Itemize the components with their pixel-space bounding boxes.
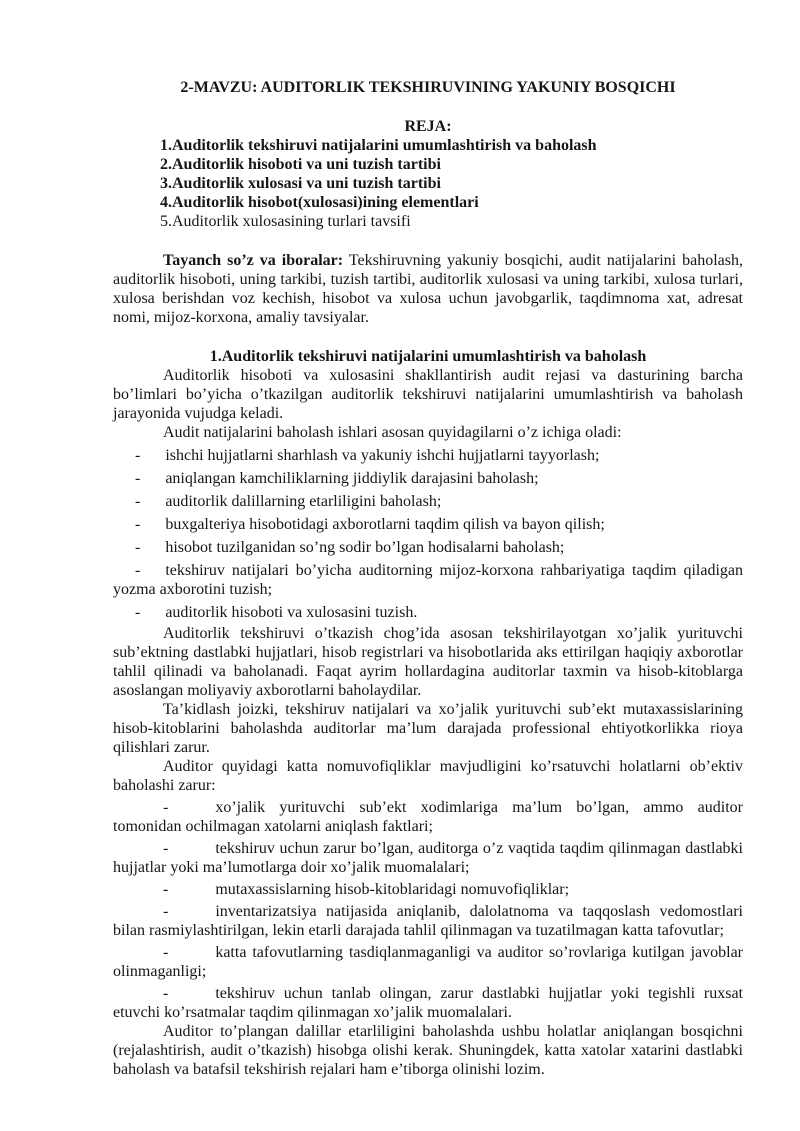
- bullet-dash: -: [135, 604, 141, 621]
- list-item: [113, 839, 743, 877]
- section1-paragraph-2: Audit natijalarini baholash ishlari asosan quyidagilarni o’z ichiga oladi:: [163, 424, 622, 441]
- bullet-dash: -: [135, 516, 141, 533]
- list-item-text: ishchi hujjatlarni sharhlash va yakuniy ishchi hujjatlarni tayyorlash;: [165, 447, 600, 464]
- list-item-text: tekshiruv uchun tanlab olingan, zarur dastlabki hujjatlar yoki tegishli ruxsat etuvchi ko’rsatmalar taqdim qilinmagan xo’jalik muomalalari.: [113, 985, 743, 1021]
- bullet-dash: -: [135, 493, 141, 510]
- list-item: [113, 515, 743, 534]
- section1-paragraph-1: Auditorlik hisoboti va xulosasini shakllantirish audit rejasi va dasturining barcha bo’limlari bo’yicha o’tkazilgan auditorlik tekshiruvi natijalarini umumlashtirish va baholash jarayonida vujudga keladi.: [113, 367, 743, 422]
- list-item-text: katta tafovutlarning tasdiqlanmaganligi va auditor so’rovlariga kutilgan javoblar olinmaganligi;: [113, 944, 743, 980]
- list-item-text: hisobot tuzilganidan so’ng sodir bo’lgan hodisalarni baholash;: [165, 539, 565, 556]
- list-item: [113, 798, 743, 836]
- plan-item-4: 4.Auditorlik hisobot(xulosasi)ining elementlari: [160, 194, 479, 211]
- list-item-text: aniqlangan kamchiliklarning jiddiylik darajasini baholash;: [165, 470, 539, 487]
- list-item-text: inventarizatsiya natijasida aniqlanib, dalolatnoma va taqqoslash vedomostlari bilan rasmiylashtirilgan, lekin etarli darajada tahlil qilinmagan va tuzatilmagan katta tafovutlar;: [113, 903, 743, 939]
- nonconformity-list: [113, 798, 743, 1022]
- bullet-dash: -: [163, 881, 169, 898]
- list-item-text: auditorlik dalillarning etarliligini baholash;: [165, 493, 442, 510]
- plan-list: [113, 136, 743, 231]
- plan-heading: REJA:: [404, 118, 452, 135]
- bullet-dash: -: [135, 447, 141, 464]
- bullet-dash: -: [163, 944, 169, 961]
- audit-tasks-list: [113, 446, 743, 622]
- keywords-paragraph: [113, 251, 743, 327]
- list-item: [113, 902, 743, 940]
- bullet-dash: -: [163, 903, 169, 920]
- bullet-dash: -: [163, 840, 169, 857]
- bullet-dash: -: [163, 985, 169, 1002]
- plan-item-3: 3.Auditorlik xulosasi va uni tuzish tartibi: [160, 175, 441, 192]
- list-item: [113, 561, 743, 599]
- bullet-dash: -: [135, 470, 141, 487]
- list-item-text: auditorlik hisoboti va xulosasini tuzish.: [165, 604, 418, 621]
- list-item-text: buxgalteriya hisobotidagi axborotlarni taqdim qilish va bayon qilish;: [165, 516, 605, 533]
- keywords-label: Tayanch so’z va iboralar:: [163, 252, 344, 269]
- list-item-text: mutaxassislarning hisob-kitoblaridagi nomuvofiqliklar;: [215, 881, 570, 898]
- bullet-dash: -: [135, 562, 141, 579]
- list-item: [113, 943, 743, 981]
- section1-paragraph-5: Auditor quyidagi katta nomuvofiqliklar mavjudligini ko’rsatuvchi holatlarni ob’ektiv baholashi zarur:: [113, 758, 743, 794]
- list-item-text: xo’jalik yurituvchi sub’ekt xodimlariga ma’lum bo’lgan, ammo auditor tomonidan ochilmagan xatolarni aniqlash faktlari;: [113, 799, 743, 835]
- section1-paragraph-6: Auditor to’plangan dalillar etarliligini baholashda ushbu holatlar aniqlangan bosqichni (rejalashtirish, audit o’tkazish) hisobga olishi kerak. Shuningdek, katta xatolar xatarini dastlabki baholash va batafsil tekshirish rejalari ham e’tiborga olinishi lozim.: [113, 1023, 743, 1078]
- section1-paragraph-3: Auditorlik tekshiruvi o’tkazish chog’ida asosan tekshirilayotgan xo’jalik yurituvchi sub’ektning dastlabki hujjatlari, hisob registrlari va hisobotlarida aks ettirilgan haqiqiy axborotlar tahlil qilinadi va baholanadi. Faqat ayrim hollardagina auditorlar taxmin va hisob-kitoblarga asoslangan moliyaviy axborotlarni baholaydilar.: [113, 625, 743, 699]
- list-item: [113, 880, 743, 899]
- list-item: [113, 984, 743, 1022]
- section1-heading: 1.Auditorlik tekshiruvi natijalarini umumlashtirish va baholash: [209, 348, 647, 365]
- list-item: [113, 603, 743, 622]
- bullet-dash: -: [163, 799, 169, 816]
- list-item: [113, 538, 743, 557]
- plan-item-2: 2.Auditorlik hisoboti va uni tuzish tartibi: [160, 156, 441, 173]
- list-item: [113, 469, 743, 488]
- document-title: 2-MAVZU: AUDITORLIK TEKSHIRUVINING YAKUNIY BOSQICHI: [180, 79, 676, 96]
- list-item: [113, 446, 743, 465]
- list-item: [113, 492, 743, 511]
- list-item-text: tekshiruv natijalari bo’yicha auditorning mijoz-korxona rahbariyatiga taqdim qiladigan yozma axborotini tuzish;: [113, 562, 743, 598]
- section1-paragraph-4: Ta’kidlash joizki, tekshiruv natijalari va xo’jalik yurituvchi sub’ekt mutaxassislarining hisob-kitoblarini baholashda auditorlar ma’lum darajada professional ehtiyotkorlikka rioya qilishlari zarur.: [113, 701, 743, 756]
- plan-item-5: 5.Auditorlik xulosasining turlari tavsifi: [160, 213, 411, 230]
- keywords-text: Tekshiruvning yakuniy bosqichi, audit natijalarini baholash, auditorlik hisoboti, uning tarkibi, tuzish tartibi, auditorlik xulosasi va uning tarkibi, xulosa turlari, xulosa berishdan voz kechish, hisobot va xulosa uchun javobgarlik, taqdimnoma xat, adresat nomi, mijoz-korxona, amaliy tavsiyalar.: [113, 252, 744, 326]
- list-item-text: tekshiruv uchun zarur bo’lgan, auditorga o’z vaqtida taqdim qilinmagan dastlabki hujjatlar yoki ma’lumotlarga doir xo’jalik muomalalari;: [113, 840, 743, 876]
- plan-item-1: 1.Auditorlik tekshiruvi natijalarini umumlashtirish va baholash: [160, 137, 597, 154]
- bullet-dash: -: [135, 539, 141, 556]
